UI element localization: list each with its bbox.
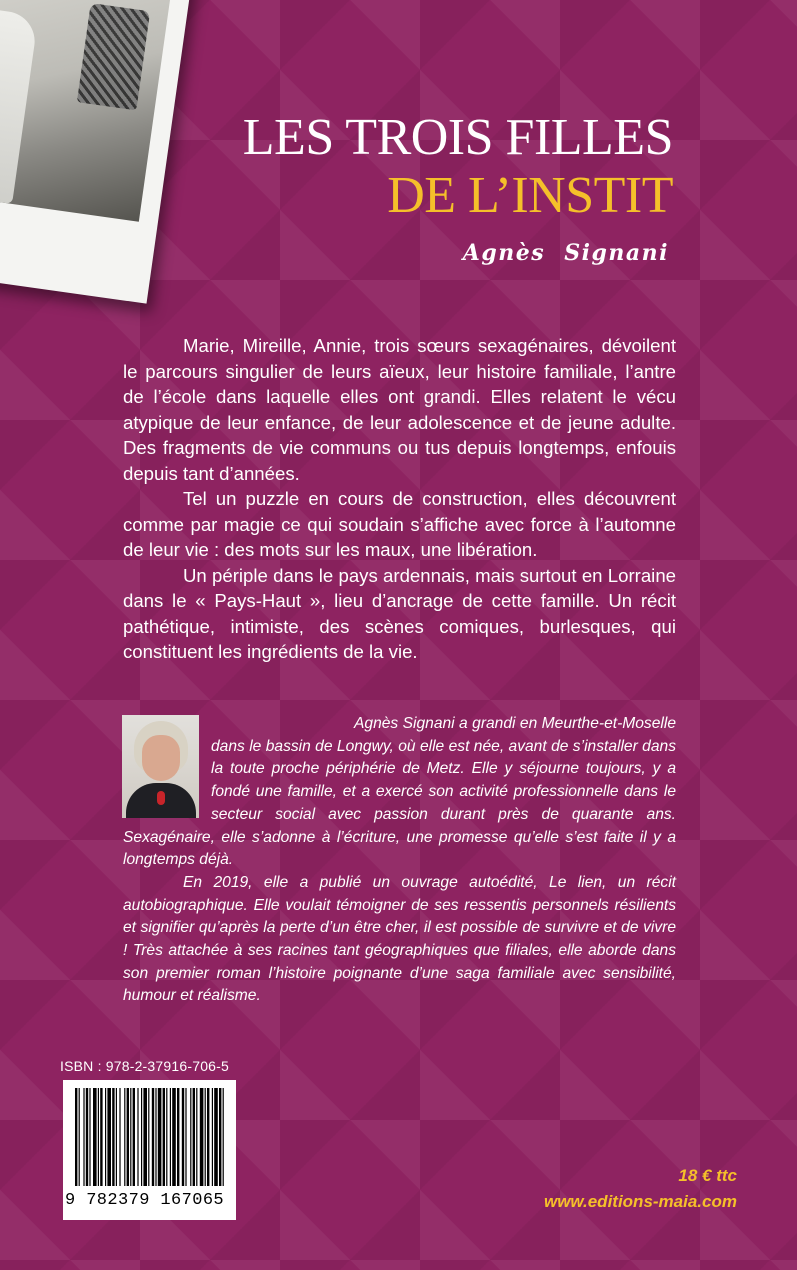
author-bio	[123, 713, 676, 1008]
synopsis-paragraph: Un périple dans le pays ardennais, mais surtout en Lorraine dans le « Pays-Haut », lieu d’ancrage de cette famille. Un récit pathétique, intimiste, des scènes comiques, burlesques, qui constituent les ingrédients de la vie.	[123, 564, 676, 662]
price: 18 € ttc	[678, 1166, 737, 1185]
polaroid-photo	[0, 0, 192, 304]
photo-figure	[0, 6, 39, 204]
publisher-website: www.editions-maia.com	[543, 1192, 737, 1211]
isbn-label: ISBN : 978-2-37916-706-5	[60, 1058, 230, 1074]
photo-basket	[77, 3, 150, 110]
synopsis	[123, 333, 676, 665]
synopsis-paragraph: Tel un puzzle en cours de construction, elles découvrent comme par magie ce qui soudain s’affiche avec force à l’automne de leur vie : des mots sur les maux, une libération.	[123, 488, 676, 560]
bio-paragraph: En 2019, elle a publié un ouvrage autoédité, Le lien, un récit autobiographique. Elle voulait témoigner de ses ressentis personnels résilients et signifier qu’après la perte d’un être cher, il est possible de survivre et de vivre ! Très attachée à ses racines tant géographiques que filiales, elle aborde dans son premier roman l’histoire poignante d’une saga familiale avec sensibilité, humour et réalisme.	[123, 873, 676, 1005]
barcode	[63, 1080, 236, 1220]
bio-paragraph: Agnès Signani a grandi en Meurthe-et-Moselle dans le bassin de Longwy, où elle est née, avant de s’installer dans la toute proche périphérie de Metz. Elle y séjourne toujours, y a fondé une famille, et a exercé son activité professionnelle dans le secteur social avec passion durant près de quarante ans. Sexagénaire, elle s’adonne à l’écriture, une promesse qu’elle s’est faite il y a longtemps déjà.	[123, 715, 676, 869]
barcode-digits: 9 782379 167065	[65, 1191, 225, 1210]
title-line-1: LES TROIS FILLES	[242, 109, 673, 166]
author-name: Agnès Signani	[462, 240, 669, 266]
book-title	[242, 109, 673, 224]
vintage-photo-image	[0, 0, 171, 222]
barcode-bars	[75, 1088, 225, 1192]
synopsis-paragraph: Marie, Mireille, Annie, trois sœurs sexagénaires, dévoilent le parcours singulier de leurs aïeux, leur histoire familiale, l’antre de l’école dans laquelle elles ont grandi. Elles relatent le vécu atypique de leur enfance, de leur adolescence et de jeune adulte. Des fragments de vie communs ou tus depuis longtemps, enfouis depuis tant d’années.	[123, 335, 676, 484]
title-line-2: DE L’INSTIT	[387, 167, 673, 224]
